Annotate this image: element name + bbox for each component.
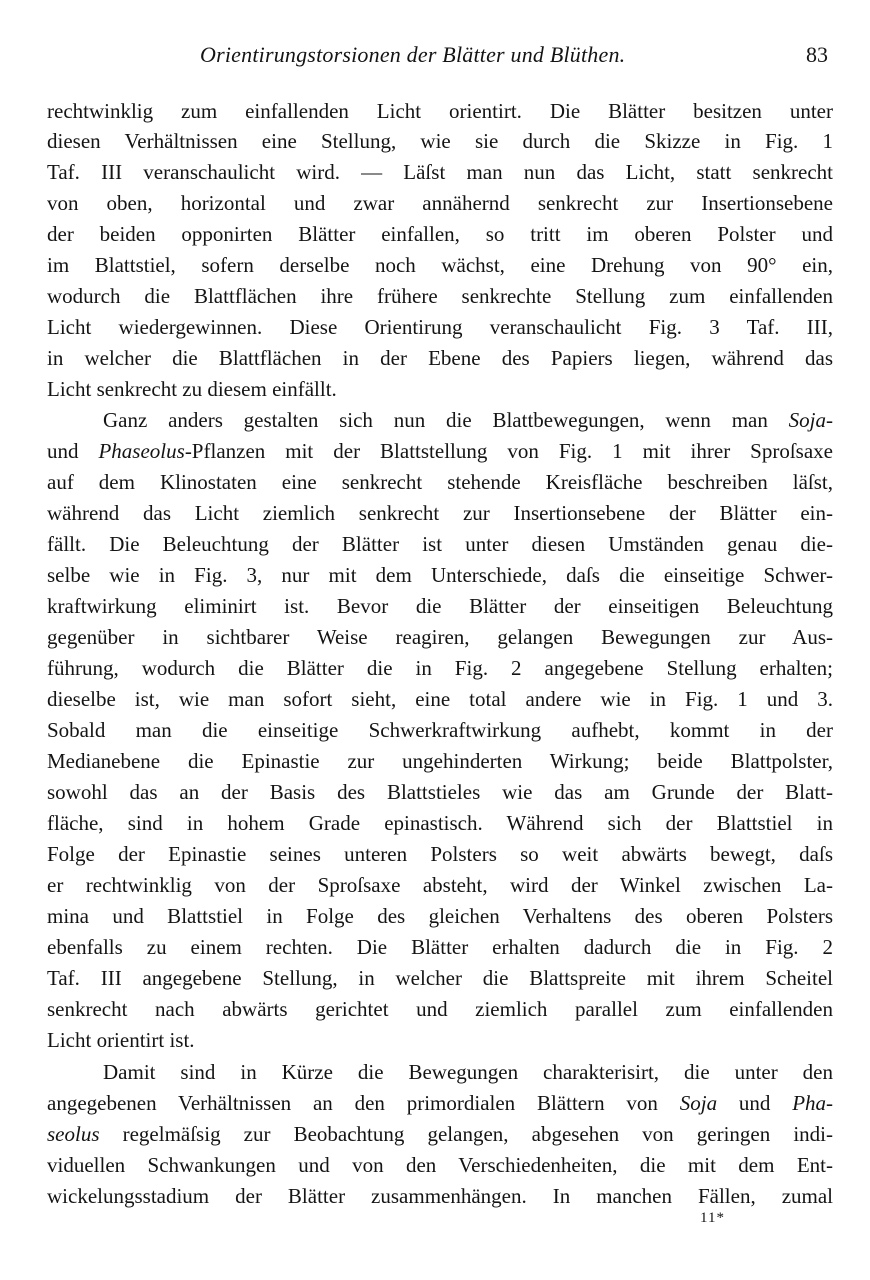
text-line: Sobald man die einseitige Schwerkraftwirkung aufhebt, kommt in der: [47, 718, 833, 742]
text-line: von oben, horizontal und zwar annähernd senkrecht zur Insertionsebene: [47, 191, 833, 215]
text-line: führung, wodurch die Blätter die in Fig. 2 angegebene Stellung erhalten;: [47, 656, 833, 680]
text-line: Licht senkrecht zu diesem einfällt.: [47, 377, 337, 401]
text-line: er rechtwinklig von der Sproſsaxe absteht, wird der Winkel zwischen La-: [47, 873, 833, 897]
text-line: Licht orientirt ist.: [47, 1028, 195, 1052]
text-line: Taf. III veranschaulicht wird. — Läſst man nun das Licht, statt senkrecht: [47, 160, 833, 184]
text-line: während das Licht ziemlich senkrecht zur Insertionsebene der Blätter ein-: [47, 501, 833, 525]
text-line: sowohl das an der Basis des Blattstieles wie das am Grunde der Blatt-: [47, 780, 833, 804]
text-line: der beiden opponirten Blätter einfallen, so tritt im oberen Polster und: [47, 222, 833, 246]
text-line: rechtwinklig zum einfallenden Licht orientirt. Die Blätter besitzen unter: [47, 99, 833, 123]
text-line: Damit sind in Kürze die Bewegungen charakterisirt, die unter den: [103, 1060, 833, 1084]
text-line: Licht wiedergewinnen. Diese Orientirung veranschaulicht Fig. 3 Taf. III,: [47, 315, 833, 339]
text-line: fläche, sind in hohem Grade epinastisch. Während sich der Blattstiel in: [47, 811, 833, 835]
text-line: gegenüber in sichtbarer Weise reagiren, gelangen Bewegungen zur Aus-: [47, 625, 833, 649]
text-line: wodurch die Blattflächen ihre frühere senkrechte Stellung zum einfallenden: [47, 284, 833, 308]
text-line: in welcher die Blattflächen in der Ebene des Papiers liegen, während das: [47, 346, 833, 370]
text-line: auf dem Klinostaten eine senkrecht stehende Kreisfläche beschreiben läſst,: [47, 470, 833, 494]
text-line: fällt. Die Beleuchtung der Blätter ist unter diesen Umständen genau die-: [47, 532, 833, 556]
page-number: 83: [806, 42, 828, 67]
text-line: diesen Verhältnissen eine Stellung, wie sie durch die Skizze in Fig. 1: [47, 129, 833, 153]
text-line: seolus regelmäſsig zur Beobachtung gelangen, abgesehen von geringen indi-: [47, 1122, 833, 1146]
text-line: ebenfalls zu einem rechten. Die Blätter erhalten dadurch die in Fig. 2: [47, 935, 833, 959]
text-line: dieselbe ist, wie man sofort sieht, eine total andere wie in Fig. 1 und 3.: [47, 687, 833, 711]
text-line: senkrecht nach abwärts gerichtet und ziemlich parallel zum einfallenden: [47, 997, 833, 1021]
text-line: Taf. III angegebene Stellung, in welcher die Blattspreite mit ihrem Scheitel: [47, 966, 833, 990]
text-line: Ganz anders gestalten sich nun die Blattbewegungen, wenn man Soja-: [103, 408, 833, 432]
text-line: Folge der Epinastie seines unteren Polsters so weit abwärts bewegt, daſs: [47, 842, 833, 866]
text-line: mina und Blattstiel in Folge des gleichen Verhaltens des oberen Polsters: [47, 904, 833, 928]
text-line: im Blattstiel, sofern derselbe noch wächst, eine Drehung von 90° ein,: [47, 253, 833, 277]
signature-mark: 11*: [700, 1210, 725, 1226]
text-line: selbe wie in Fig. 3, nur mit dem Unterschiede, daſs die einseitige Schwer-: [47, 563, 833, 587]
text-line: kraftwirkung eliminirt ist. Bevor die Blätter der einseitigen Beleuchtung: [47, 594, 833, 618]
text-line: Medianebene die Epinastie zur ungehinderten Wirkung; beide Blattpolster,: [47, 749, 833, 773]
text-line: und Phaseolus-Pflanzen mit der Blattstellung von Fig. 1 mit ihrer Sproſsaxe: [47, 439, 833, 463]
text-line: wickelungsstadium der Blätter zusammenhängen. In manchen Fällen, zumal: [47, 1184, 833, 1208]
running-title: Orientirungstorsionen der Blätter und Blüthen.: [200, 42, 626, 67]
text-line: viduellen Schwankungen und von den Verschiedenheiten, die mit dem Ent-: [47, 1153, 833, 1177]
text-line: angegebenen Verhältnissen an den primordialen Blättern von Soja und Pha-: [47, 1091, 834, 1115]
